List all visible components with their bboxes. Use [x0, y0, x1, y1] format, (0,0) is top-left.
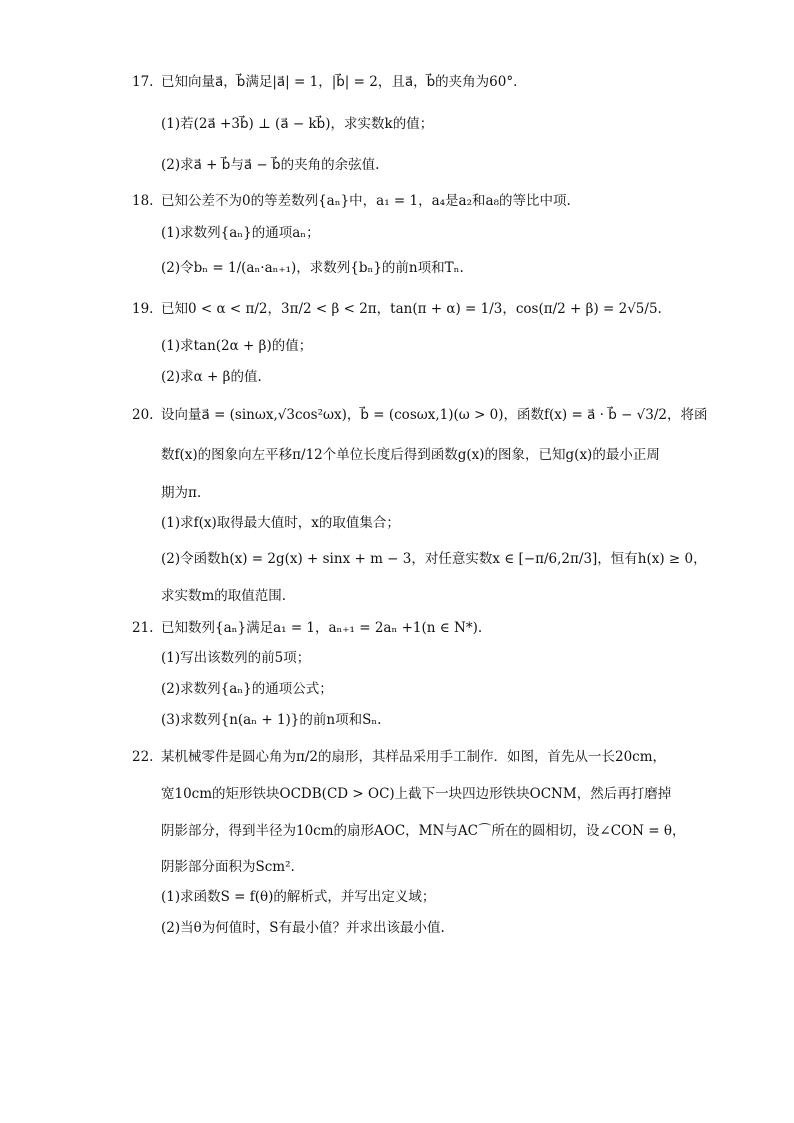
question-number: 18.	[132, 193, 154, 209]
exam-page: 17. 已知向量a⃗，b⃗满足|a⃗| = 1，|b⃗| = 2，且a⃗，b⃗的夹角为60°. (1)若(2a⃗ +3b⃗) ⊥ (a⃗ − kb⃗)，求实数k的值； (2)求a⃗ + b⃗与a⃗ − b⃗的夹角的余弦值. 18. 已知公差不为0的等差数列{aₙ}中，a₁ = 1，a₄是a₂和a₈的等比中项. (1)求数列{aₙ}的通项aₙ； (2)令bₙ = 1/(aₙ·aₙ₊₁)，求数列{bₙ}的前n项和Tₙ. 19. 已知0 < α < π/2，3π/2 < β < 2π，tan(π + α) = 1/3，cos(π/2 + β) = 2√5/5. (1)求tan(2α + β)的值； (2)求α + β的值. 20. 设向量a⃗ = (sinωx,√3cos²ωx)，b⃗ = (cosωx,1)(ω > 0)，函数f(x) = a⃗ · b⃗ − √3/2，将函 数f(x)的图象向左平移π/12个单位长度后得到函数g(x)的图象，已知g(x)的最小正周 期为π. (1)求f(x)取得最大值时，x的取值集合； (2)令函数h(x) = 2g(x) + sinx + m − 3，对任意实数x ∈ [−π/6,2π/3]，恒有h(x) ≥ 0， 求实数m的取值范围. 21. 已知数列{aₙ}满足a₁ = 1，aₙ₊₁ = 2aₙ +1(n ∈ N*). (1)写出该数列的前5项； (2)求数列{aₙ}的通项公式； (3)求数列{n(aₙ + 1)}的前n项和Sₙ. 22. 某机械零件是圆心角为π/2的扇形，其样品采用手工制作．如图，首先从一长20cm， 宽10cm的矩形铁块OCDB(CD > OC)上截下一块四边形铁块OCNM，然后再打磨掉 阴影部分，得到半径为10cm的扇形AOC，MN与AC⌒所在的圆相切，设∠CON = θ， 阴影部分面积为Scm². (1)求函数S = f(θ)的解析式，并写出定义域； (2)当θ为何值时，S有最小值？并求出该最小值.	[132, 74, 708, 936]
question-stem: 已知向量a⃗，b⃗满足|a⃗| = 1，|b⃗| = 2，且a⃗，b⃗的夹角为60°.	[161, 74, 518, 90]
question-stem: 已知数列{aₙ}满足a₁ = 1，aₙ₊₁ = 2aₙ +1(n ∈ N*).	[161, 620, 483, 636]
question-stem: 设向量a⃗ = (sinωx,√3cos²ωx)，b⃗ = (cosωx,1)(ω > 0)，函数f(x) = a⃗ · b⃗ − √3/2，将函	[161, 407, 708, 423]
question-number: 22.	[132, 749, 154, 765]
question-number: 20.	[132, 407, 154, 423]
question-number: 17.	[132, 74, 154, 90]
question-number: 21.	[132, 620, 154, 636]
question-stem: 某机械零件是圆心角为π/2的扇形，其样品采用手工制作．如图，首先从一长20cm，	[161, 749, 667, 765]
question-stem: 已知公差不为0的等差数列{aₙ}中，a₁ = 1，a₄是a₂和a₈的等比中项.	[161, 193, 571, 209]
question-number: 19.	[132, 301, 154, 317]
question-stem: 已知0 < α < π/2，3π/2 < β < 2π，tan(π + α) = 1/3，cos(π/2 + β) = 2√5/5.	[161, 301, 662, 317]
